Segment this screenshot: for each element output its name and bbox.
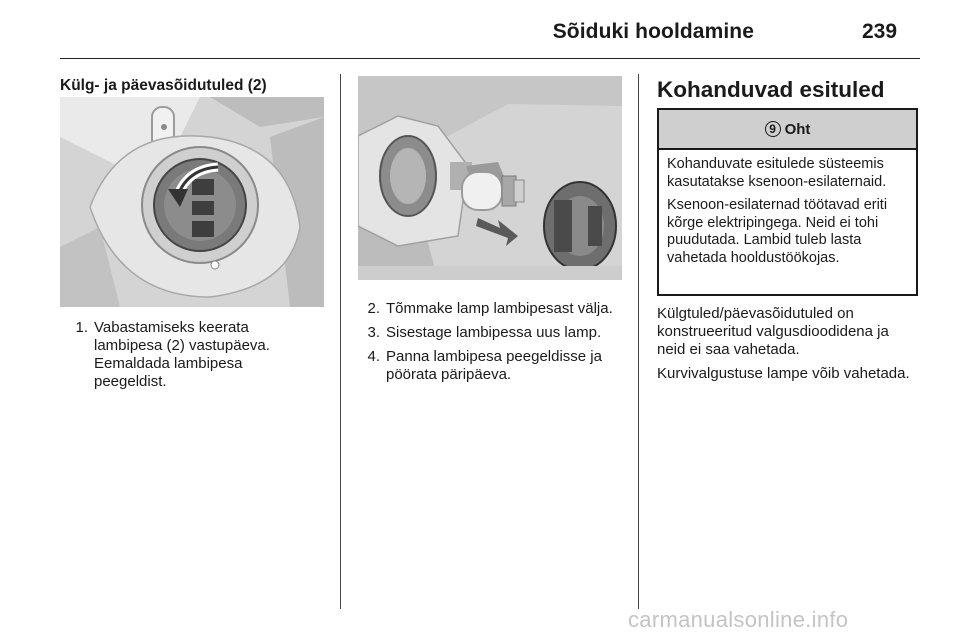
step-text: Panna lambipesa peegeldisse ja pöörata päripäeva. [386,348,602,383]
step-number: 3. [367,324,380,341]
warning-body [659,150,916,267]
section-heading: Külg- ja päevasõidutuled (2) [60,77,267,94]
step-text: Vabastamiseks keerata lambipesa (2) vastupäeva. Eemaldada lambipesa peegeldist. [94,319,270,390]
step-item [358,348,622,384]
body-paragraph: Külgtuled/päevasõidutuled on konstrueeritud valgusdioodidena ja neid ei saa vahetada. [657,305,889,358]
warning-header [659,110,916,150]
steps-list-2 [358,300,622,390]
socket-rotation-illustration [60,97,324,307]
warning-text: Ksenoon-esilaternad töötavad eriti kõrge elektripingega. Neid ei tohi puudutada. Lambid tuleb lasta vahetada hooldustöökojas. [667,197,888,266]
column-divider-2 [638,74,639,609]
watermark: carmanualsonline.info [628,607,849,632]
warning-icon: 9 [765,121,781,137]
warning-title: Oht [784,120,811,138]
bulb-replacement-illustration [358,76,622,280]
step-number: 2. [367,300,380,317]
step-number: 4. [367,348,380,365]
step-item [66,319,312,391]
step-item [358,300,622,318]
step-item [358,324,622,342]
column-divider-1 [340,74,341,609]
warning-text: Kohanduvate esitulede süsteemis kasutatakse ksenoon-esilaternaid. [667,156,887,190]
section-heading-adaptive-headlights: Kohanduvad esituled [657,77,885,102]
page-number: 239 [862,20,898,43]
step-number: 1. [75,319,88,336]
warning-box [657,108,918,296]
header-rule [60,58,920,59]
body-paragraph: Kurvivalgustuse lampe võib vahetada. [657,365,910,382]
step-text: Tõmmake lamp lambipesast välja. [386,300,613,317]
page-header-title: Sõiduki hooldamine [552,20,754,43]
steps-list-1 [66,319,312,397]
step-text: Sisestage lambipessa uus lamp. [386,324,602,341]
